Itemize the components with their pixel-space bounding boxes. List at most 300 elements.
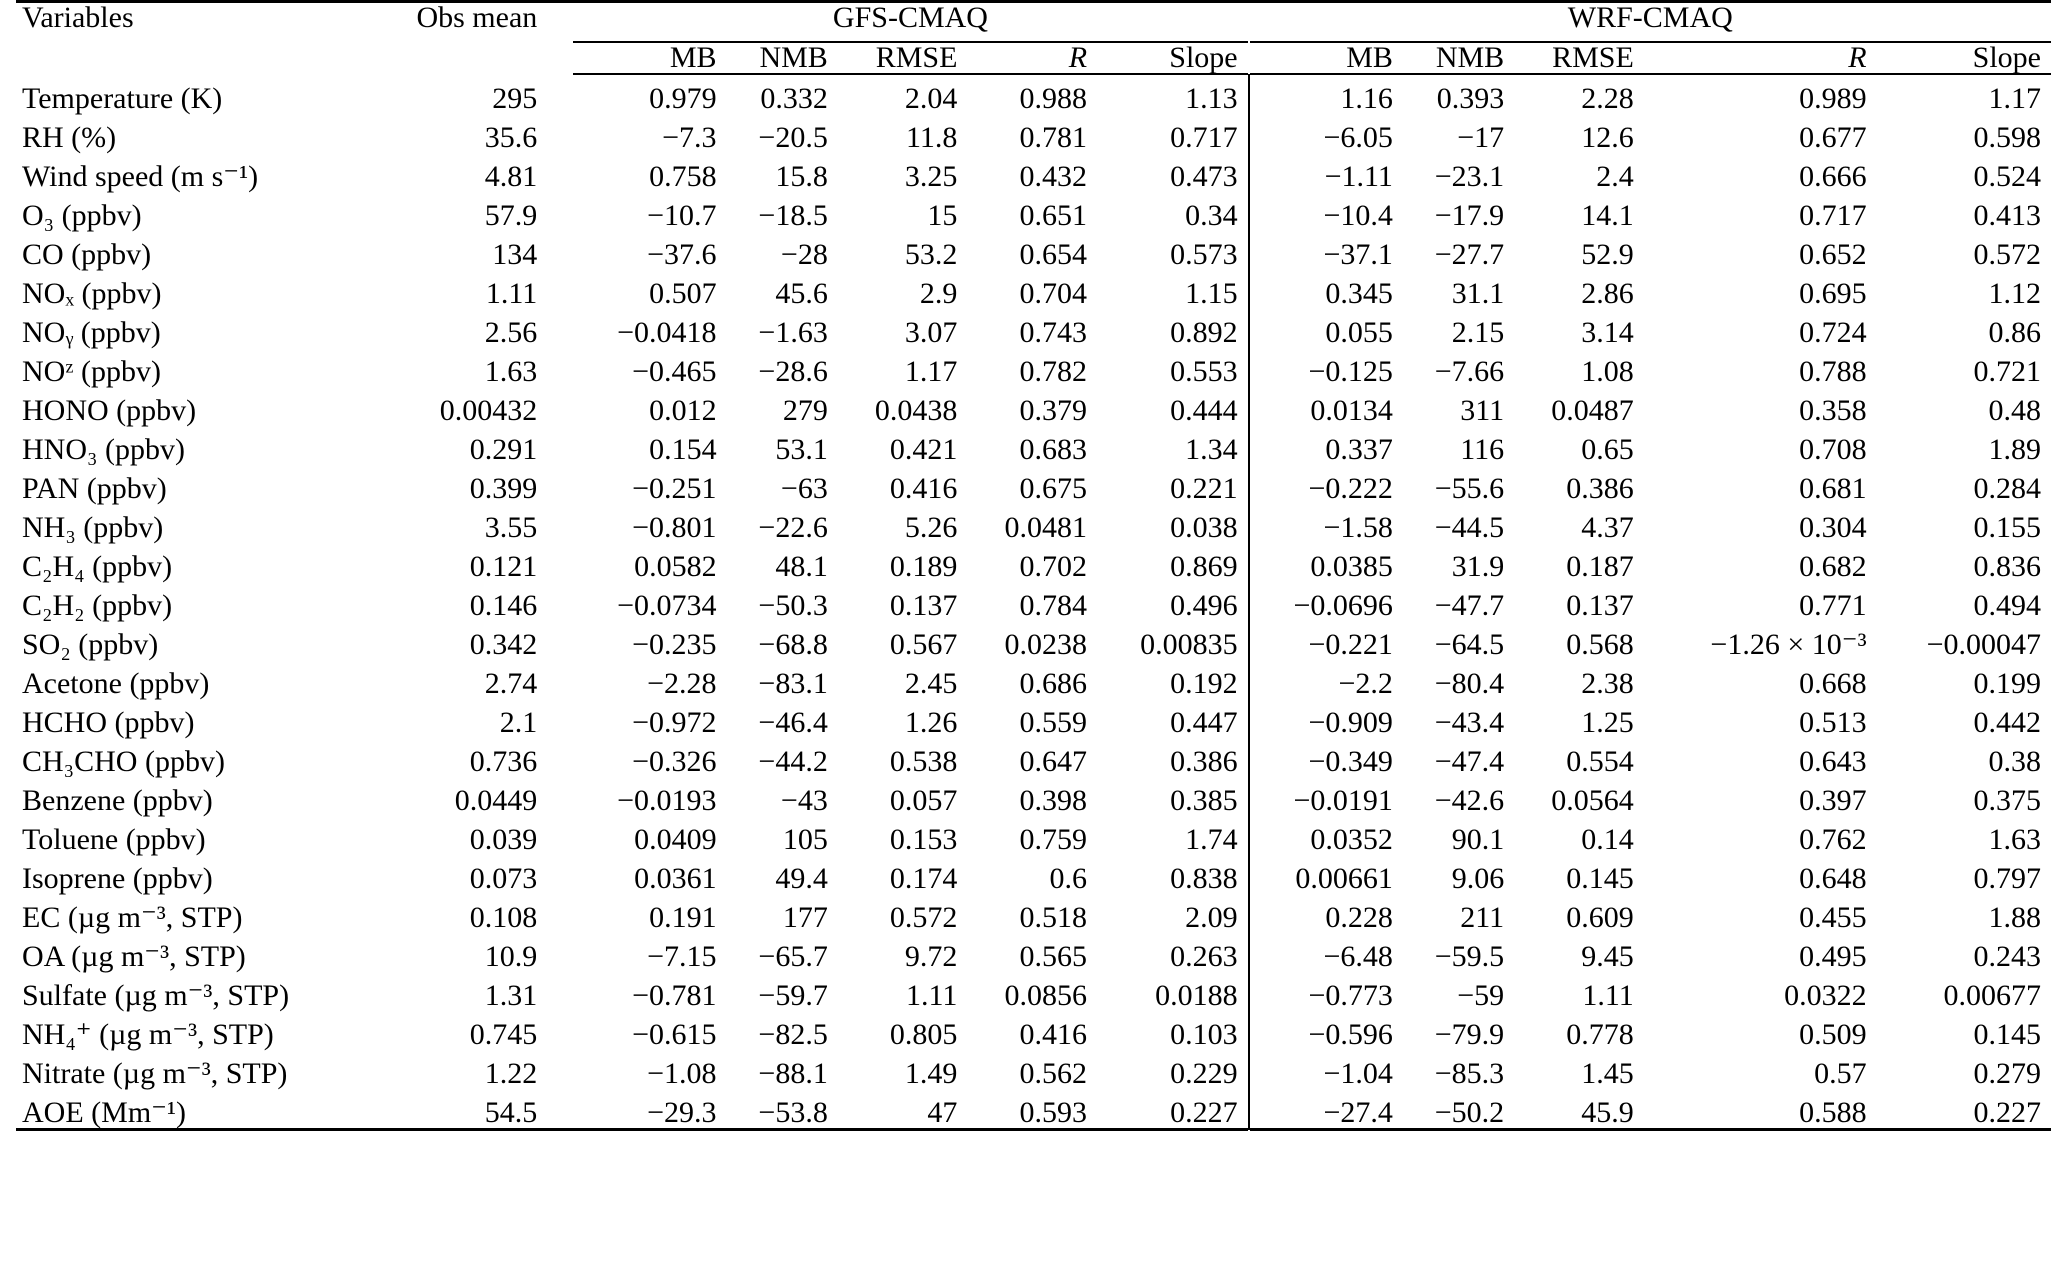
column-header-gfs-r: R [967, 42, 1097, 74]
table-row [16, 270, 2051, 309]
cell-wrf-r: 0.762 [1799, 823, 1867, 856]
cell-wrf-rmse: 1.25 [1581, 706, 1634, 739]
cell-wrf-mb: −0.221 [1308, 628, 1393, 661]
cell-gfs-rmse: 5.26 [904, 511, 958, 544]
cell-gfs-mb: −10.7 [647, 199, 717, 232]
cell-wrf-mb: −0.0696 [1293, 589, 1393, 622]
spacer-cell [547, 582, 573, 621]
cell-gfs-nmb: 48.1 [775, 550, 828, 583]
cell-wrf-rmse: 1.45 [1581, 1057, 1634, 1090]
cell-wrf-mb: 0.337 [1325, 433, 1393, 466]
cell-wrf-r: 0.681 [1799, 472, 1867, 505]
row-variable-label: Isoprene (ppbv) [22, 862, 213, 895]
cell-wrf-nmb: −17.9 [1434, 199, 1505, 232]
cell-gfs-rmse: 0.416 [889, 472, 958, 505]
cell-wrf-mb: −0.596 [1308, 1018, 1393, 1051]
cell-wrf-rmse: 0.65 [1581, 433, 1634, 466]
cell-obs-mean: 0.745 [469, 1018, 538, 1051]
cell-gfs-nmb: 45.6 [775, 277, 828, 310]
cell-wrf-rmse: 45.9 [1514, 1089, 1644, 1130]
model-evaluation-statistics-table [16, 0, 2051, 1131]
cell-wrf-mb: 0.055 [1325, 316, 1393, 349]
table-row [16, 894, 2051, 933]
cell-wrf-nmb: 0.393 [1436, 82, 1505, 115]
cell-gfs-rmse: 0.0438 [874, 394, 958, 427]
table-row [16, 231, 2051, 270]
spacer-cell [547, 153, 573, 192]
cell-gfs-mb: −7.15 [647, 940, 717, 973]
spacer-cell [547, 426, 573, 465]
cell-wrf-nmb: 211 [1460, 901, 1505, 934]
row-variable-label: CO (ppbv) [22, 238, 152, 271]
cell-wrf-r: 0.771 [1799, 589, 1867, 622]
cell-gfs-rmse: 2.45 [904, 667, 958, 700]
cell-obs-mean: 0.736 [469, 745, 538, 778]
cell-wrf-r: 0.513 [1799, 706, 1867, 739]
cell-wrf-slope: 1.63 [1988, 823, 2041, 856]
row-variable-label: C₂H₄ (ppbv) [22, 550, 173, 583]
cell-wrf-rmse: 0.778 [1566, 1018, 1634, 1051]
cell-obs-mean: 0.039 [469, 823, 538, 856]
cell-wrf-rmse: 0.14 [1581, 823, 1634, 856]
cell-wrf-nmb: −47.4 [1434, 745, 1505, 778]
table-row [16, 348, 2051, 387]
cell-gfs-r: 0.416 [1019, 1018, 1088, 1051]
cell-wrf-slope: 1.89 [1988, 433, 2041, 466]
cell-wrf-nmb: −47.7 [1434, 589, 1505, 622]
cell-gfs-slope: 0.573 [1170, 238, 1238, 271]
cell-gfs-r: 0.686 [1019, 667, 1088, 700]
cell-wrf-r: 0.495 [1799, 940, 1867, 973]
cell-gfs-mb: 0.979 [649, 82, 717, 115]
cell-gfs-nmb: −28.6 [758, 355, 828, 388]
table-row [16, 1089, 2051, 1130]
cell-gfs-mb: −37.6 [647, 238, 717, 271]
cell-wrf-r: 0.724 [1799, 316, 1867, 349]
cell-gfs-rmse: 0.805 [889, 1018, 958, 1051]
cell-gfs-rmse: 1.26 [904, 706, 958, 739]
row-variable-label: Acetone (ppbv) [22, 667, 210, 700]
cell-wrf-rmse: 9.45 [1581, 940, 1634, 973]
cell-wrf-r: −1.26 × 10⁻³ [1710, 628, 1867, 661]
spacer-cell [547, 114, 573, 153]
cell-wrf-rmse: 0.554 [1566, 745, 1634, 778]
cell-wrf-mb: 0.0134 [1310, 394, 1393, 427]
cell-wrf-slope: 0.227 [1877, 1089, 2051, 1130]
cell-wrf-slope: 0.243 [1973, 940, 2041, 973]
cell-wrf-nmb: −50.2 [1403, 1089, 1514, 1130]
cell-gfs-slope: 0.34 [1185, 199, 1238, 232]
spacer-cell [547, 855, 573, 894]
cell-wrf-rmse: 2.4 [1596, 160, 1634, 193]
cell-wrf-nmb: −64.5 [1434, 628, 1505, 661]
cell-wrf-slope: 1.88 [1988, 901, 2041, 934]
cell-wrf-rmse: 2.28 [1581, 82, 1634, 115]
cell-gfs-slope: 0.229 [1170, 1057, 1238, 1090]
cell-wrf-rmse: 14.1 [1581, 199, 1634, 232]
cell-obs-mean: 1.22 [484, 1057, 538, 1090]
cell-gfs-mb: −0.781 [632, 979, 717, 1012]
cell-wrf-mb: −0.222 [1308, 472, 1393, 505]
column-header-gfs-mb: MB [573, 42, 726, 74]
spacer-cell [547, 777, 573, 816]
cell-gfs-r: 0.704 [1019, 277, 1088, 310]
cell-gfs-nmb: 53.1 [775, 433, 828, 466]
cell-wrf-nmb: 31.1 [1451, 277, 1505, 310]
cell-wrf-slope: 0.00677 [1943, 979, 2041, 1012]
cell-gfs-r: 0.702 [1019, 550, 1088, 583]
spacer-cell [547, 660, 573, 699]
cell-gfs-slope: 0.473 [1170, 160, 1238, 193]
cell-obs-mean: 295 [492, 82, 538, 115]
cell-wrf-nmb: −79.9 [1434, 1018, 1505, 1051]
cell-gfs-mb: −2.28 [647, 667, 717, 700]
cell-gfs-mb: 0.012 [649, 394, 717, 427]
cell-wrf-mb: −6.05 [1323, 121, 1393, 154]
cell-wrf-mb: −37.1 [1323, 238, 1393, 271]
cell-gfs-nmb: −63 [780, 472, 828, 505]
cell-wrf-slope: 0.442 [1973, 706, 2041, 739]
cell-wrf-r: 0.989 [1799, 82, 1867, 115]
row-variable-label: Sulfate (µg m⁻³, STP) [22, 979, 290, 1012]
cell-gfs-r: 0.593 [967, 1089, 1097, 1130]
cell-wrf-nmb: −23.1 [1434, 160, 1505, 193]
table-row [16, 777, 2051, 816]
cell-gfs-rmse: 0.567 [889, 628, 958, 661]
cell-gfs-nmb: −46.4 [758, 706, 828, 739]
table-row [16, 504, 2051, 543]
cell-wrf-rmse: 52.9 [1581, 238, 1634, 271]
cell-wrf-mb: −0.0191 [1293, 784, 1393, 817]
cell-gfs-mb: −1.08 [647, 1057, 717, 1090]
cell-wrf-mb: −27.4 [1250, 1089, 1403, 1130]
cell-gfs-slope: 0.192 [1170, 667, 1238, 700]
cell-gfs-mb: −29.3 [573, 1089, 726, 1130]
cell-gfs-rmse: 15 [927, 199, 958, 232]
column-header-wrf-r: R [1644, 42, 1877, 74]
cell-wrf-slope: 0.48 [1988, 394, 2041, 427]
cell-wrf-rmse: 2.38 [1581, 667, 1634, 700]
spacer-cell [547, 621, 573, 660]
cell-gfs-nmb: −43 [780, 784, 828, 817]
spacer-cell [547, 231, 573, 270]
cell-gfs-r: 0.651 [1019, 199, 1088, 232]
cell-gfs-nmb: −20.5 [758, 121, 828, 154]
cell-obs-mean: 3.55 [484, 511, 538, 544]
row-variable-label: Nitrate (µg m⁻³, STP) [22, 1057, 288, 1090]
cell-gfs-mb: −0.972 [632, 706, 717, 739]
cell-gfs-r: 0.0856 [1004, 979, 1088, 1012]
cell-gfs-rmse: 0.153 [889, 823, 958, 856]
cell-wrf-nmb: 2.15 [1451, 316, 1505, 349]
row-variable-label: RH (%) [22, 121, 117, 154]
cell-wrf-slope: 1.12 [1988, 277, 2041, 310]
cell-wrf-nmb: −85.3 [1434, 1057, 1505, 1090]
cell-wrf-nmb: −44.5 [1434, 511, 1505, 544]
row-variable-label: Benzene (ppbv) [22, 784, 213, 817]
table-row [16, 1011, 2051, 1050]
cell-wrf-rmse: 12.6 [1581, 121, 1634, 154]
column-header-wrf-mb: MB [1250, 42, 1403, 74]
header-row-groups [16, 2, 2051, 43]
cell-wrf-rmse: 0.386 [1566, 472, 1634, 505]
cell-gfs-nmb: −18.5 [758, 199, 828, 232]
cell-wrf-nmb: −27.7 [1434, 238, 1505, 271]
row-variable-label: HNO₃ (ppbv) [22, 433, 185, 466]
table-body [16, 74, 2051, 1130]
cell-gfs-r: 0.559 [1019, 706, 1088, 739]
cell-wrf-mb: −2.2 [1338, 667, 1393, 700]
cell-gfs-mb: −0.801 [632, 511, 717, 544]
table-row [16, 192, 2051, 231]
table-row [16, 972, 2051, 1011]
cell-obs-mean: 54.5 [364, 1089, 547, 1130]
cell-gfs-r: 0.0238 [1004, 628, 1088, 661]
cell-wrf-mb: 0.345 [1325, 277, 1393, 310]
table-row [16, 1050, 2051, 1089]
cell-gfs-nmb: 177 [782, 901, 828, 934]
cell-wrf-mb: −0.349 [1308, 745, 1393, 778]
cell-gfs-nmb: 49.4 [775, 862, 828, 895]
table-row [16, 582, 2051, 621]
cell-gfs-slope: 0.263 [1170, 940, 1238, 973]
cell-wrf-r: 0.455 [1799, 901, 1867, 934]
cell-obs-mean: 57.9 [484, 199, 538, 232]
cell-gfs-rmse: 3.07 [904, 316, 958, 349]
table-row [16, 699, 2051, 738]
cell-obs-mean: 1.63 [484, 355, 538, 388]
cell-gfs-r: 0.518 [1019, 901, 1088, 934]
cell-gfs-r: 0.379 [1019, 394, 1088, 427]
cell-wrf-slope: 1.17 [1988, 82, 2041, 115]
table-row [16, 543, 2051, 582]
cell-gfs-nmb: 105 [782, 823, 828, 856]
cell-wrf-slope: 0.598 [1973, 121, 2041, 154]
cell-obs-mean: 4.81 [484, 160, 538, 193]
cell-gfs-mb: −0.465 [632, 355, 717, 388]
row-variable-label: SO₂ (ppbv) [22, 628, 159, 661]
cell-gfs-nmb: −68.8 [758, 628, 828, 661]
spacer-cell [547, 738, 573, 777]
cell-wrf-r: 0.588 [1644, 1089, 1877, 1130]
cell-gfs-nmb: −1.63 [758, 316, 828, 349]
cell-wrf-nmb: −7.66 [1434, 355, 1505, 388]
cell-gfs-slope: 0.385 [1170, 784, 1238, 817]
cell-gfs-slope: 0.869 [1170, 550, 1238, 583]
cell-wrf-nmb: −43.4 [1434, 706, 1505, 739]
spacer-cell [547, 504, 573, 543]
cell-obs-mean: 0.0449 [454, 784, 538, 817]
cell-wrf-r: 0.668 [1799, 667, 1867, 700]
spacer-cell [547, 74, 573, 114]
cell-gfs-slope: 0.00835 [1140, 628, 1238, 661]
cell-wrf-mb: 1.16 [1340, 82, 1393, 115]
group-header-wrf-cmaq: WRF-CMAQ [1250, 2, 2051, 43]
cell-gfs-mb: 0.758 [649, 160, 717, 193]
cell-gfs-slope: 0.444 [1170, 394, 1238, 427]
table-row [16, 114, 2051, 153]
cell-wrf-r: 0.648 [1799, 862, 1867, 895]
cell-gfs-mb: −0.326 [632, 745, 717, 778]
column-header-gfs-nmb: NMB [727, 42, 838, 74]
cell-gfs-nmb: 0.332 [760, 82, 828, 115]
spacer-cell [547, 270, 573, 309]
cell-wrf-r: 0.708 [1799, 433, 1867, 466]
cell-wrf-slope: −0.00047 [1926, 628, 2041, 661]
cell-gfs-nmb: −28 [780, 238, 828, 271]
cell-wrf-rmse: 1.11 [1582, 979, 1634, 1012]
column-header-wrf-nmb: NMB [1403, 42, 1514, 74]
cell-wrf-rmse: 2.86 [1581, 277, 1634, 310]
cell-wrf-nmb: −59 [1457, 979, 1505, 1012]
cell-gfs-nmb: −82.5 [758, 1018, 828, 1051]
table-row [16, 738, 2051, 777]
cell-wrf-r: 0.717 [1799, 199, 1867, 232]
spacer-cell [547, 816, 573, 855]
cell-gfs-nmb: 15.8 [775, 160, 828, 193]
cell-gfs-rmse: 0.174 [889, 862, 958, 895]
cell-gfs-nmb: −44.2 [758, 745, 828, 778]
row-variable-label: O₃ (ppbv) [22, 199, 142, 232]
spacer-cell [547, 972, 573, 1011]
cell-wrf-r: 0.695 [1799, 277, 1867, 310]
cell-gfs-nmb: −65.7 [758, 940, 828, 973]
cell-gfs-mb: 0.0409 [634, 823, 717, 856]
cell-obs-mean: 0.121 [469, 550, 538, 583]
cell-gfs-rmse: 0.538 [889, 745, 958, 778]
cell-obs-mean: 2.74 [484, 667, 538, 700]
cell-wrf-rmse: 0.609 [1566, 901, 1634, 934]
cell-gfs-r: 0.654 [1019, 238, 1088, 271]
row-variable-label: HONO (ppbv) [22, 394, 197, 427]
cell-gfs-mb: 0.191 [649, 901, 717, 934]
cell-wrf-mb: −1.11 [1324, 160, 1393, 193]
cell-gfs-r: 0.781 [1019, 121, 1088, 154]
column-header-wrf-rmse: RMSE [1514, 42, 1644, 74]
row-variable-label: Wind speed (m s⁻¹) [22, 160, 259, 193]
cell-wrf-slope: 0.375 [1973, 784, 2041, 817]
cell-obs-mean: 0.291 [469, 433, 538, 466]
row-variable-label: C₂H₂ (ppbv) [22, 589, 173, 622]
cell-gfs-nmb: −53.8 [727, 1089, 838, 1130]
cell-gfs-nmb: −59.7 [758, 979, 828, 1012]
cell-obs-mean: 0.342 [469, 628, 538, 661]
cell-obs-mean: 1.31 [484, 979, 538, 1012]
cell-wrf-nmb: −42.6 [1434, 784, 1505, 817]
cell-wrf-slope: 0.836 [1973, 550, 2041, 583]
cell-gfs-slope: 0.553 [1170, 355, 1238, 388]
row-variable-label: NH₃ (ppbv) [22, 511, 164, 544]
cell-wrf-slope: 0.145 [1973, 1018, 2041, 1051]
cell-wrf-mb: −1.04 [1323, 1057, 1393, 1090]
cell-obs-mean: 2.1 [499, 706, 538, 739]
spacer-cell [547, 894, 573, 933]
table-row [16, 153, 2051, 192]
cell-gfs-mb: −0.0193 [617, 784, 717, 817]
cell-wrf-rmse: 0.568 [1566, 628, 1634, 661]
cell-obs-mean: 35.6 [484, 121, 538, 154]
cell-gfs-rmse: 2.9 [919, 277, 958, 310]
cell-gfs-slope: 0.0188 [1155, 979, 1238, 1012]
cell-wrf-r: 0.788 [1799, 355, 1867, 388]
cell-gfs-slope: 0.386 [1170, 745, 1238, 778]
spacer-cell [547, 1050, 573, 1089]
cell-gfs-slope: 0.447 [1170, 706, 1238, 739]
cell-gfs-r: 0.6 [1049, 862, 1088, 895]
cell-gfs-r: 0.647 [1019, 745, 1088, 778]
cell-gfs-rmse: 47 [838, 1089, 968, 1130]
cell-wrf-nmb: −59.5 [1434, 940, 1505, 973]
cell-gfs-slope: 0.221 [1170, 472, 1238, 505]
cell-wrf-slope: 0.279 [1973, 1057, 2041, 1090]
cell-gfs-mb: 0.154 [649, 433, 717, 466]
cell-gfs-slope: 0.717 [1170, 121, 1238, 154]
cell-obs-mean: 0.00432 [439, 394, 538, 427]
cell-gfs-rmse: 0.057 [889, 784, 958, 817]
cell-wrf-slope: 0.199 [1973, 667, 2041, 700]
cell-gfs-r: 0.784 [1019, 589, 1088, 622]
row-variable-label: NOᶻ (ppbv) [22, 355, 162, 388]
cell-obs-mean: 134 [492, 238, 538, 271]
row-variable-label: CH₃CHO (ppbv) [22, 745, 225, 778]
cell-gfs-slope: 1.34 [1185, 433, 1238, 466]
cell-gfs-r: 0.432 [1019, 160, 1088, 193]
cell-wrf-slope: 0.524 [1973, 160, 2041, 193]
table-row [16, 621, 2051, 660]
cell-gfs-mb: −0.0734 [617, 589, 717, 622]
cell-gfs-slope: 1.15 [1185, 277, 1238, 310]
cell-gfs-r: 0.0481 [1004, 511, 1088, 544]
cell-wrf-slope: 0.572 [1973, 238, 2041, 271]
cell-wrf-nmb: 90.1 [1451, 823, 1505, 856]
cell-obs-mean: 0.108 [469, 901, 538, 934]
cell-wrf-nmb: −17 [1457, 121, 1505, 154]
column-header-gfs-slope: Slope [1097, 42, 1248, 74]
table-row [16, 74, 2051, 114]
cell-gfs-mb: −0.235 [632, 628, 717, 661]
cell-wrf-r: 0.304 [1799, 511, 1867, 544]
cell-gfs-rmse: 53.2 [904, 238, 958, 271]
cell-wrf-rmse: 0.137 [1566, 589, 1634, 622]
cell-gfs-slope: 0.103 [1170, 1018, 1238, 1051]
cell-wrf-r: 0.358 [1799, 394, 1867, 427]
table-row [16, 426, 2051, 465]
cell-gfs-r: 0.675 [1019, 472, 1088, 505]
cell-obs-mean: 0.399 [469, 472, 538, 505]
cell-wrf-rmse: 1.08 [1581, 355, 1634, 388]
spacer-cell [547, 699, 573, 738]
cell-wrf-nmb: −55.6 [1434, 472, 1505, 505]
cell-wrf-rmse: 0.0487 [1551, 394, 1634, 427]
cell-gfs-mb: −0.615 [632, 1018, 717, 1051]
cell-gfs-mb: −7.3 [662, 121, 717, 154]
cell-wrf-mb: −0.773 [1308, 979, 1393, 1012]
cell-gfs-slope: 0.038 [1170, 511, 1238, 544]
spacer-cell [547, 465, 573, 504]
cell-wrf-mb: −1.58 [1323, 511, 1393, 544]
spacer-cell [547, 387, 573, 426]
table-row [16, 933, 2051, 972]
column-header-obs-mean: Obs mean [364, 2, 547, 75]
spacer-cell [547, 933, 573, 972]
table-row [16, 660, 2051, 699]
cell-wrf-slope: 0.155 [1973, 511, 2041, 544]
cell-obs-mean: 0.146 [469, 589, 538, 622]
cell-wrf-slope: 0.797 [1973, 862, 2041, 895]
cell-gfs-nmb: 279 [782, 394, 828, 427]
cell-wrf-rmse: 4.37 [1581, 511, 1634, 544]
cell-gfs-r: 0.782 [1019, 355, 1088, 388]
